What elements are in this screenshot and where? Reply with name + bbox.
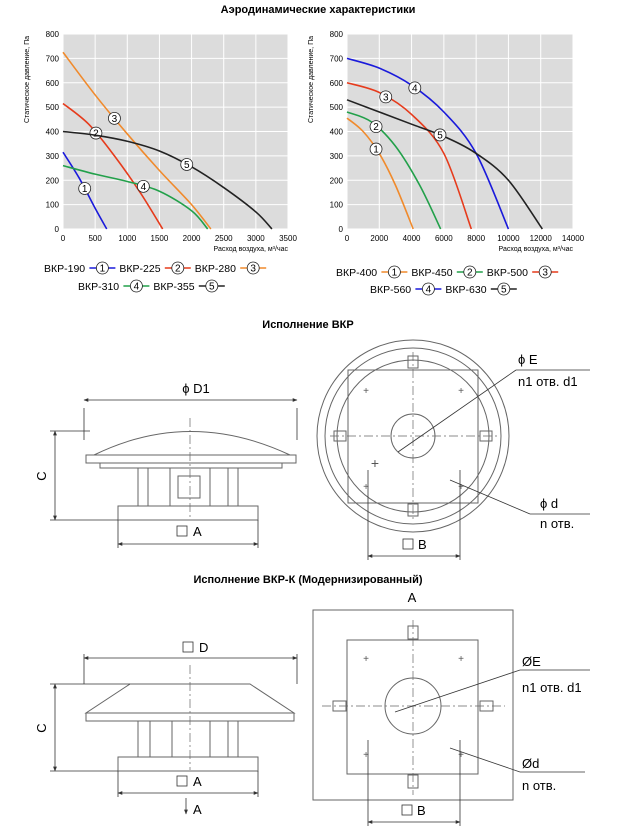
svg-text:+: +: [458, 654, 464, 665]
svg-text:+: +: [363, 386, 369, 397]
y-tick-label: 500: [45, 103, 59, 113]
y-tick-label: 100: [45, 200, 59, 210]
y-tick-label: 400: [329, 127, 343, 137]
legend-marker-label: 1: [99, 263, 106, 275]
vkr-section-title: Исполнение ВКР: [262, 319, 354, 331]
vkrk-view-a-label: A: [407, 590, 417, 605]
y-tick-label: 500: [329, 103, 343, 113]
chart-right: [308, 30, 585, 296]
vkr-top-view: [317, 340, 590, 560]
vkrk-dim-b: B: [417, 803, 426, 818]
vkr-dim-b: B: [418, 537, 427, 552]
x-axis-label: Расход воздуха, м³/час: [213, 246, 288, 253]
svg-text:+: +: [458, 750, 464, 761]
legend-label: ВКР-190: [44, 263, 86, 275]
x-tick-label: 0: [344, 234, 350, 243]
vkr-label-d: ϕ d: [540, 496, 559, 511]
y-tick-label: 200: [329, 176, 343, 186]
vkrk-side-view: [34, 640, 297, 817]
svg-text:+: +: [458, 482, 464, 493]
y-tick-label: 800: [329, 30, 343, 39]
svg-text:+: +: [370, 455, 380, 471]
series-marker-label: 1: [81, 183, 88, 195]
x-tick-label: 4000: [402, 234, 421, 243]
series-marker-label: 5: [437, 130, 443, 142]
y-tick-label: 600: [329, 78, 343, 88]
series-marker-label: 4: [140, 181, 147, 193]
series-marker-label: 2: [373, 122, 379, 134]
legend-label: ВКР-560: [370, 284, 412, 296]
y-tick-label: 400: [45, 127, 59, 137]
y-tick-label: 800: [45, 30, 59, 39]
vkr-label-n1-holes: n1 отв. d1: [518, 374, 578, 389]
vkr-dim-d1: ϕ D1: [182, 381, 210, 396]
vkr-dim-c: C: [34, 471, 49, 481]
vkr-dim-a: A: [193, 524, 202, 539]
vkrk-section-title: Исполнение ВКР-К (Модернизированный): [193, 574, 423, 586]
chart-left: [24, 30, 297, 293]
legend-label: ВКР-630: [445, 284, 487, 296]
series-marker-label: 3: [382, 92, 389, 104]
vkrk-dim-d: D: [199, 640, 209, 655]
legend-marker-label: 4: [133, 281, 140, 293]
vkrk-label-n1-holes: n1 отв. d1: [522, 680, 582, 695]
x-axis-label: Расход воздуха, м³/час: [498, 246, 573, 253]
x-tick-label: 3000: [246, 234, 265, 243]
series-marker-label: 4: [412, 83, 418, 95]
svg-text:+: +: [363, 750, 369, 761]
y-tick-label: 700: [45, 54, 59, 64]
x-tick-label: 2000: [370, 234, 389, 243]
vkr-label-n-holes: n отв.: [540, 516, 575, 531]
x-tick-label: 1500: [150, 234, 169, 243]
x-tick-label: 3500: [279, 234, 297, 243]
legend-label: ВКР-310: [78, 281, 120, 293]
chart-section-title: Аэродинамические характеристики: [220, 4, 416, 16]
x-tick-label: 1000: [118, 234, 137, 243]
y-axis-label: Статическое давление, Па: [24, 36, 31, 123]
y-tick-label: 300: [45, 151, 59, 161]
x-tick-label: 10000: [497, 234, 520, 243]
legend-marker-label: 4: [425, 284, 432, 296]
x-tick-label: 8000: [467, 234, 486, 243]
legend-label: ВКР-450: [411, 267, 453, 279]
svg-text:+: +: [363, 482, 369, 493]
legend-marker-label: 2: [467, 267, 473, 279]
x-tick-label: 6000: [434, 234, 453, 243]
svg-text:+: +: [458, 386, 464, 397]
series-marker-label: 3: [111, 113, 118, 125]
legend-label: ВКР-500: [486, 267, 528, 279]
legend-marker-label: 3: [542, 267, 548, 279]
series-marker-label: 2: [93, 128, 99, 140]
x-tick-label: 12000: [529, 234, 552, 243]
x-tick-label: 14000: [561, 234, 585, 243]
vkrk-label-d: Ød: [522, 756, 540, 771]
y-tick-label: 100: [329, 200, 343, 210]
legend-label: ВКР-355: [153, 281, 195, 293]
vkr-side-view: [34, 381, 297, 548]
y-axis-label: Статическое давление, Па: [308, 36, 315, 123]
series-marker-label: 1: [373, 144, 379, 156]
legend-label: ВКР-280: [194, 263, 236, 275]
x-tick-label: 2500: [214, 234, 233, 243]
vkrk-top-view: [313, 590, 590, 826]
vkrk-label-n-holes: n отв.: [522, 778, 557, 793]
legend-marker-label: 2: [175, 263, 181, 275]
vkrk-dim-c: C: [34, 723, 49, 733]
y-tick-label: 0: [338, 225, 343, 234]
svg-text:+: +: [363, 654, 369, 665]
legend-marker-label: 1: [391, 267, 398, 279]
vkr-label-e: ϕ E: [518, 352, 538, 367]
x-tick-label: 0: [60, 234, 66, 243]
y-tick-label: 200: [45, 176, 59, 186]
x-tick-label: 2000: [182, 234, 201, 243]
vkrk-label-e: ØE: [522, 654, 541, 669]
legend-marker-label: 5: [209, 281, 215, 293]
series-marker-label: 5: [183, 159, 190, 171]
legend-label: ВКР-225: [119, 263, 161, 275]
y-tick-label: 300: [329, 151, 343, 161]
legend-marker-label: 5: [501, 284, 507, 296]
y-tick-label: 600: [45, 78, 59, 88]
vkrk-view-arrow-a: A: [193, 802, 202, 817]
legend-marker-label: 3: [250, 263, 256, 275]
x-tick-label: 500: [88, 234, 102, 243]
y-tick-label: 700: [329, 54, 343, 64]
legend-label: ВКР-400: [336, 267, 378, 279]
y-tick-label: 0: [54, 225, 59, 234]
vkrk-dim-a: A: [193, 774, 202, 789]
